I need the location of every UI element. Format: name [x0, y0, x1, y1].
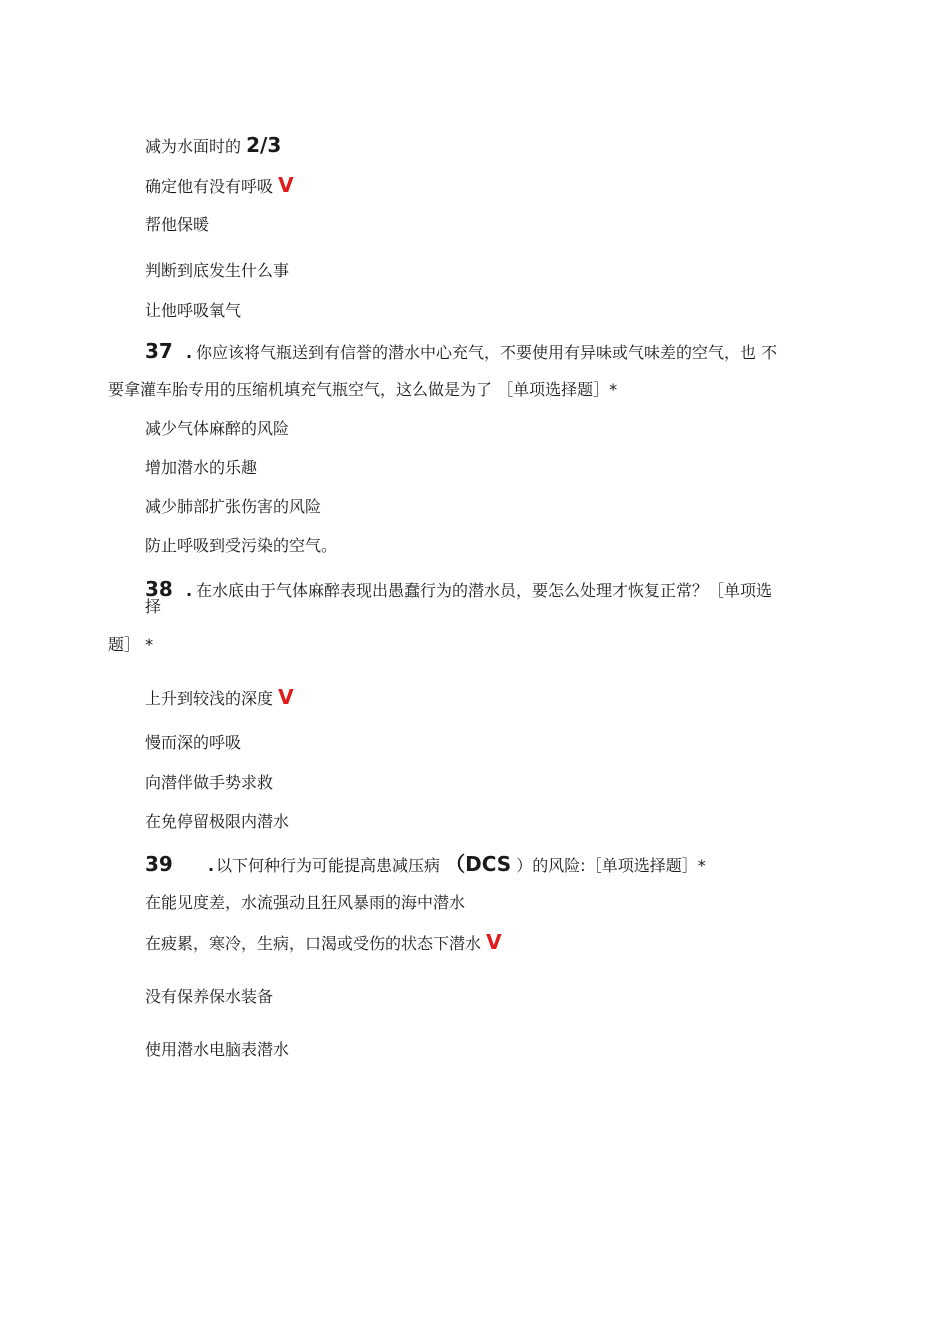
option-text: 帮他保暖 [145, 215, 210, 234]
correct-mark: V [278, 173, 294, 197]
option-d [145, 260, 289, 282]
q39-option-1 [145, 892, 465, 914]
option-text: 防止呼吸到受污染的空气。 [145, 536, 338, 555]
question-text: 的风险:［单项选择题］* [532, 856, 706, 875]
option-text: 上升到较浅的深度 [145, 689, 274, 708]
question-text: 择 [145, 597, 162, 616]
question-dot: . [185, 581, 193, 600]
option-text: 在疲累，寒冷，生病，口渴或受伤的状态下潜水 [145, 934, 482, 953]
option-a [145, 134, 281, 158]
option-value: 2/3 [246, 133, 282, 157]
paren-open: （ [445, 852, 466, 876]
option-text: 没有保养保水装备 [145, 987, 274, 1006]
q37-option-1 [145, 418, 289, 440]
q37-option-3 [145, 496, 321, 518]
question-text: 在水底由于气体麻醉表现出愚蠢行为的潜水员，要怎么处理才恢复正常？［单项选 [196, 581, 773, 600]
option-text: 向潜伴做手势求救 [145, 773, 274, 792]
option-e [145, 300, 241, 322]
option-text: 让他呼吸氧气 [145, 301, 242, 320]
q38-option-2 [145, 732, 241, 754]
q38-option-3 [145, 772, 273, 794]
question-dot: . [185, 343, 193, 362]
question-text: 以下何种行为可能提高患减压病 [216, 856, 441, 875]
option-c [145, 214, 209, 236]
option-b [145, 174, 294, 198]
question-number: 39 [145, 852, 173, 876]
option-text: 在免停留极限内潜水 [145, 812, 290, 831]
acronym: DCS [465, 852, 512, 876]
question-text: 题］ * [108, 635, 154, 654]
q37-option-4 [145, 535, 337, 557]
option-text: 慢而深的呼吸 [145, 733, 242, 752]
option-text: 增加潜水的乐趣 [145, 458, 258, 477]
option-text: 确定他有没有呼吸 [145, 177, 274, 196]
question-38-line2 [108, 634, 153, 656]
option-text: 减为水面时的 [145, 137, 242, 156]
question-39-line1 [145, 853, 706, 877]
paren-close: ） [516, 856, 533, 875]
question-38-line1b [145, 596, 161, 618]
option-text: 判断到底发生什么事 [145, 261, 290, 280]
q38-option-4 [145, 811, 289, 833]
correct-mark: V [278, 685, 294, 709]
question-text: 要拿灌车胎专用的压缩机填充气瓶空气，这么做是为了 ［单项选择题］* [108, 380, 618, 399]
option-text: 使用潜水电脑表潜水 [145, 1040, 290, 1059]
question-text: 你应该将气瓶送到有信誉的潜水中心充气，不要使用有异味或气味差的空气，也 不 [196, 343, 778, 362]
correct-mark: V [486, 930, 502, 954]
option-text: 在能见度差，水流强动且狂风暴雨的海中潜水 [145, 893, 466, 912]
question-number: 38 [145, 577, 173, 601]
option-text: 减少气体麻醉的风险 [145, 419, 290, 438]
question-38-line1 [145, 578, 772, 602]
q39-option-3 [145, 986, 273, 1008]
q39-option-2 [145, 931, 502, 955]
q39-option-4 [145, 1039, 289, 1061]
option-text: 减少肺部扩张伤害的风险 [145, 497, 322, 516]
question-number: 37 [145, 339, 173, 363]
question-37-line1 [145, 340, 777, 364]
question-37-line2 [108, 379, 617, 401]
q38-option-1 [145, 686, 294, 710]
question-dot: . [207, 856, 215, 875]
q37-option-2 [145, 457, 257, 479]
